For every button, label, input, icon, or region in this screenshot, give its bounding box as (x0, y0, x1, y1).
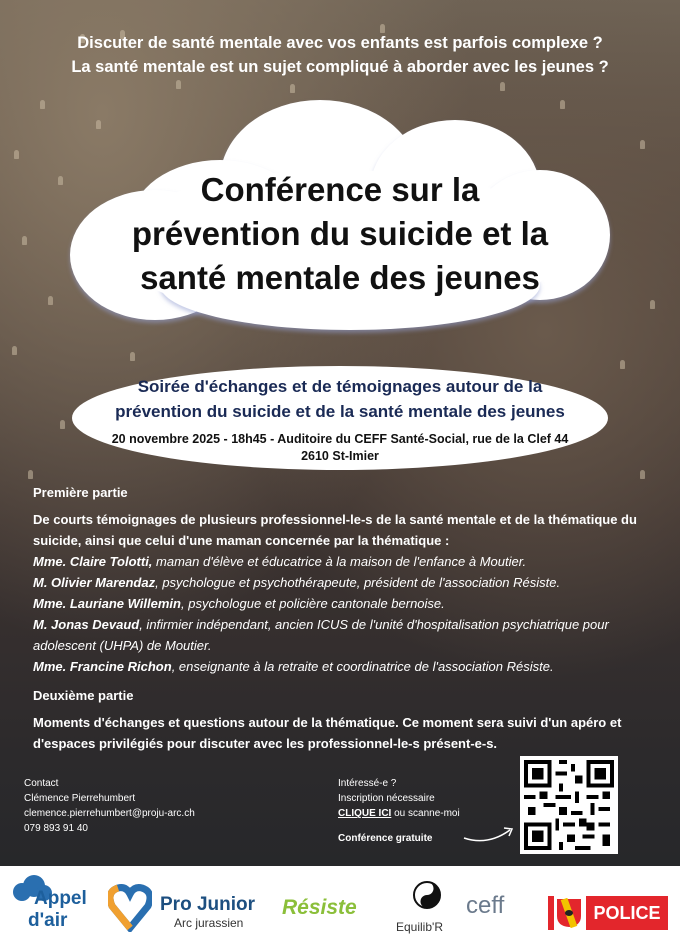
police-text: POLICE (586, 896, 668, 930)
subtitle-line: prévention du suicide et de la santé mentale des jeunes (115, 402, 565, 421)
arc-jurassien-text: Arc jurassien (174, 916, 244, 930)
contact-name: Clémence Pierrehumbert (24, 793, 136, 804)
part2-heading: Deuxième partie (33, 688, 134, 703)
part2-text: Moments d'échanges et questions autour de la thématique. Ce moment sera suivi d'un apéro et d'espaces privilégiés pour discuter avec les professionnel-le-s présent-e-s. (33, 715, 622, 751)
bern-shield-icon (556, 898, 582, 928)
speaker-item: M. Olivier Marendaz, psychologue et psychothérapeute, président de l'association Résiste. (33, 575, 561, 590)
speaker-item: M. Jonas Devaud, infirmier indépendant, ancien ICUS de l'unité d'hospitalisation psychiatrique pour adolescent (UHPA) de Moutier. (33, 617, 609, 653)
appel-text: Appel (34, 888, 87, 909)
signup-block (338, 776, 460, 846)
equilibr-logo (396, 878, 460, 938)
conference-title (82, 168, 598, 300)
title-line: Conférence sur la (200, 171, 480, 208)
contact-label: Contact (24, 778, 59, 789)
pro-junior-logo (160, 894, 255, 930)
dair-text: d'air (28, 910, 68, 931)
free-label: Conférence gratuite (338, 833, 433, 844)
speaker-item: Mme. Lauriane Willemin, psychologue et policière cantonale bernoise. (33, 596, 445, 611)
appel-dair-logo (6, 872, 98, 938)
subtitle-line: Soirée d'échanges et de témoignages autour de la (137, 377, 543, 396)
heart-icon (108, 882, 152, 932)
qr-code-icon (520, 756, 618, 854)
part1-intro: De courts témoignages de plusieurs professionnel-le-s de la santé mentale et de la thématique du suicide, ainsi que celui d'une maman concernée par la thématique : (33, 512, 637, 548)
part1-heading: Première partie (33, 485, 128, 500)
signup-required: Inscription nécessaire (338, 793, 435, 804)
equilibr-text: Equilib'R (396, 920, 443, 934)
question-2: La santé mentale est un sujet compliqué à aborder avec les jeunes ? (71, 58, 609, 76)
signup-link[interactable]: CLIQUE ICI (338, 808, 392, 819)
signup-scan: ou scanne-moi (391, 808, 460, 819)
contact-block (24, 776, 195, 836)
part2-section (33, 685, 653, 754)
qr-code[interactable] (520, 756, 618, 854)
contact-phone: 079 893 91 40 (24, 823, 88, 834)
event-location: 2610 St-Imier (301, 449, 379, 463)
pro-junior-text: Pro Junior (160, 894, 256, 915)
title-line: prévention du suicide et la (131, 215, 549, 252)
speaker-item: Mme. Claire Tolotti, maman d'élève et éducatrice à la maison de l'enfance à Moutier. (33, 554, 527, 569)
speaker-item: Mme. Francine Richon, enseignante à la retraite et coordinatrice de l'association Résiste. (33, 659, 554, 674)
yin-yang-icon (412, 880, 442, 910)
part1-section (33, 482, 653, 677)
ceff-logo: ceff (466, 892, 505, 919)
police-logo (548, 896, 668, 930)
question-1: Discuter de santé mentale avec vos enfants est parfois complexe ? (77, 34, 603, 52)
signup-question: Intéressé-e ? (338, 778, 397, 789)
resiste-logo: Résiste (282, 896, 357, 919)
partner-logos (0, 866, 680, 946)
title-line: santé mentale des jeunes (140, 259, 540, 296)
contact-email[interactable]: clemence.pierrehumbert@proju-arc.ch (24, 808, 195, 819)
event-details: 20 novembre 2025 - 18h45 - Auditoire du CEFF Santé-Social, rue de la Clef 44 (111, 432, 569, 446)
arrow-icon (460, 818, 520, 848)
